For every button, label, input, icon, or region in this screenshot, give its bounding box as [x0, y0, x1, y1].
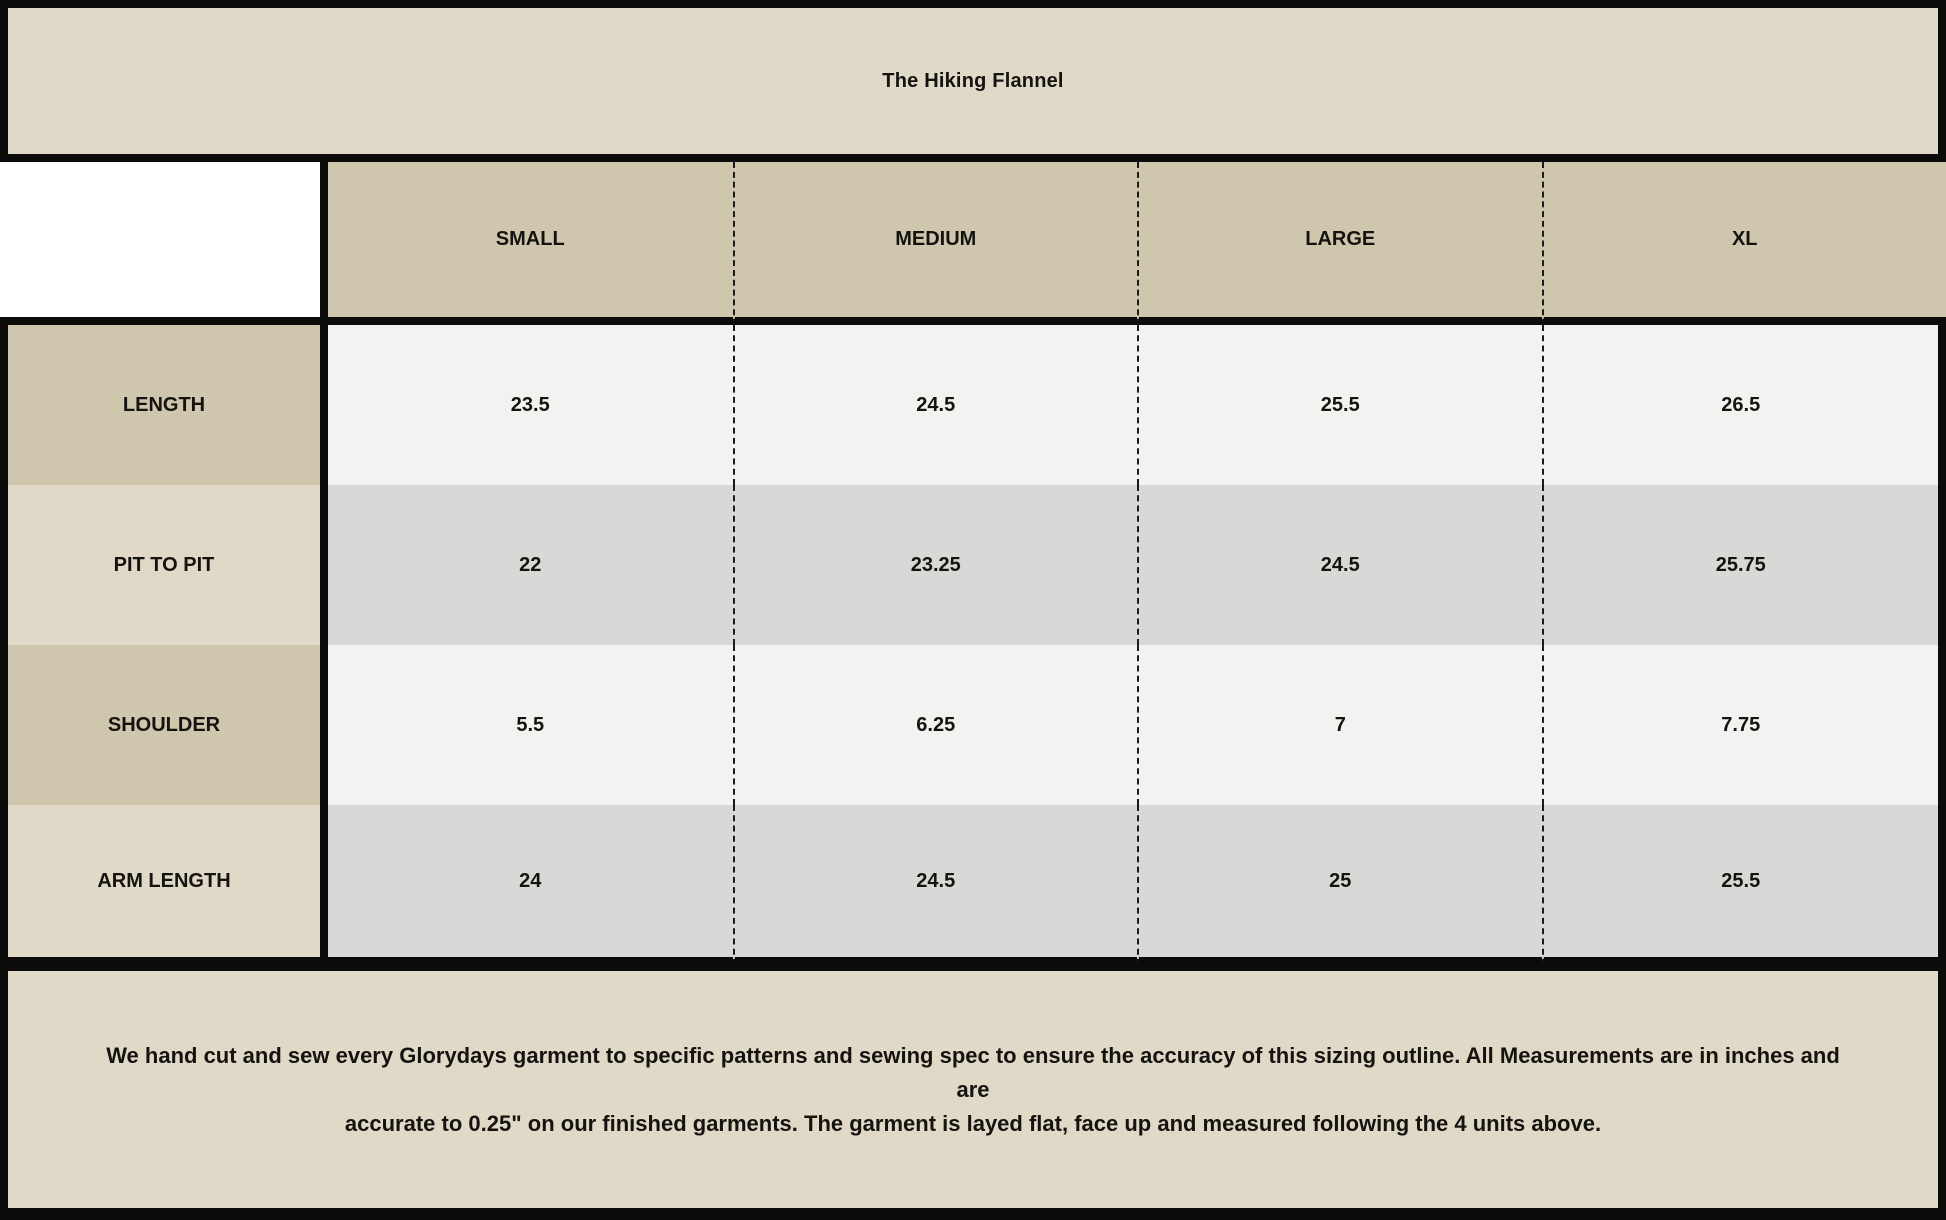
table-cell: 25.5	[1137, 325, 1542, 485]
column-header-xl: XL	[1542, 162, 1946, 325]
column-header-small: SMALL	[328, 162, 733, 325]
table-cell: 6.25	[733, 645, 1138, 805]
size-table	[0, 162, 1946, 965]
table-cell: 24.5	[733, 805, 1138, 965]
table-cell: 25.75	[1542, 485, 1946, 645]
table-cell: 23.5	[328, 325, 733, 485]
row-header-shoulder: SHOULDER	[0, 645, 328, 805]
row-header-arm-length: ARM LENGTH	[0, 805, 328, 965]
title-band	[0, 0, 1946, 162]
table-cell: 7.75	[1542, 645, 1946, 805]
table-cell: 24.5	[1137, 485, 1542, 645]
table-cell: 25	[1137, 805, 1542, 965]
table-cell: 24.5	[733, 325, 1138, 485]
column-header-large: LARGE	[1137, 162, 1542, 325]
footer-note-line-2: accurate to 0.25" on our finished garments. The garment is layed flat, face up and measured following the 4 units above.	[344, 1110, 1602, 1136]
table-cell: 24	[328, 805, 733, 965]
table-cell: 7	[1137, 645, 1542, 805]
table-cell: 26.5	[1542, 325, 1946, 485]
table-cell: 23.25	[733, 485, 1138, 645]
page-title: The Hiking Flannel	[882, 69, 1064, 92]
corner-cell	[0, 162, 328, 325]
column-header-medium: MEDIUM	[733, 162, 1138, 325]
table-cell: 5.5	[328, 645, 733, 805]
table-cell: 22	[328, 485, 733, 645]
table-cell: 25.5	[1542, 805, 1946, 965]
row-header-pit-to-pit: PIT TO PIT	[0, 485, 328, 645]
row-header-length: LENGTH	[0, 325, 328, 485]
footer-note	[0, 965, 1946, 1220]
footer-note-line-1: We hand cut and sew every Glorydays garment to specific patterns and sewing spec to ensure the accuracy of this sizing outline. All Measurements are in inches and are	[106, 1042, 1840, 1102]
